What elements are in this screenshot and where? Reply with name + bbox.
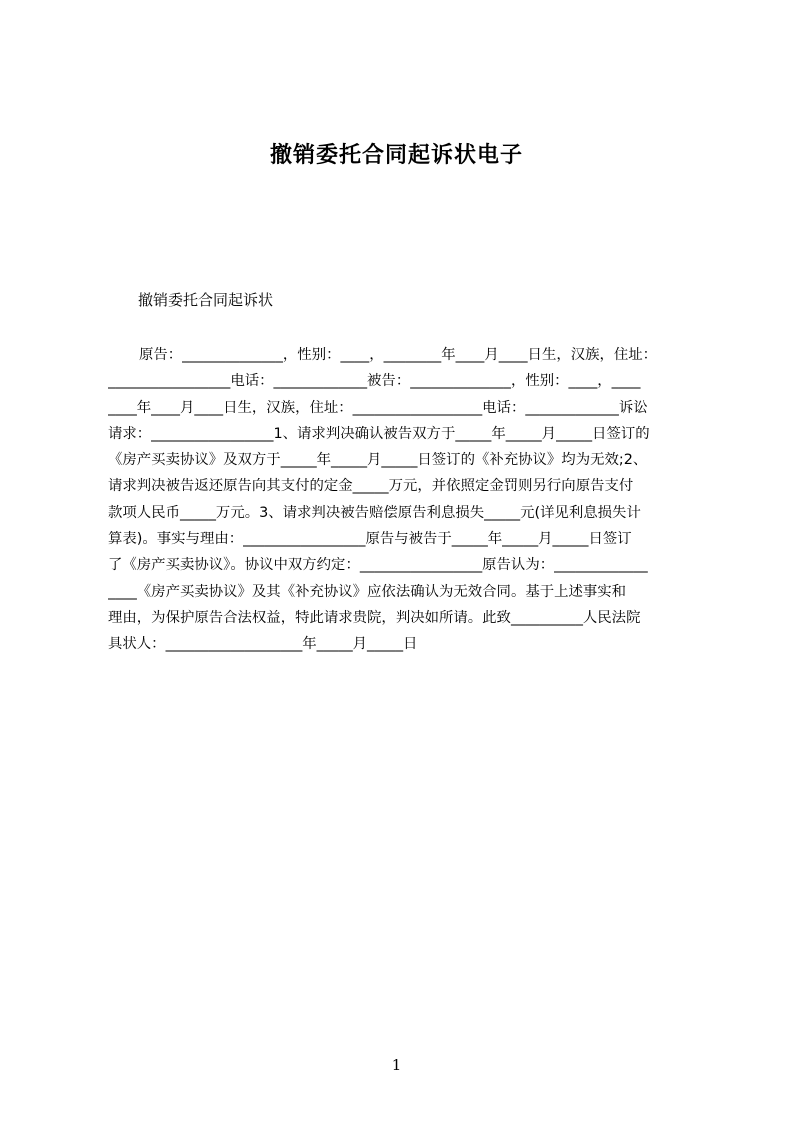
body-line: 理由，为保护原告合法权益，特此请求贵院，判决如所请。此致__________人民法院: [108, 609, 641, 626]
body-line: 原告：______________，性别：____，________年____月____日生，汉族，住址：: [139, 347, 658, 363]
document-subtitle: 撤销委托合同起诉状: [138, 291, 274, 309]
body-line: ____年____月____日生，汉族，住址：__________________电话：_____________诉讼: [108, 399, 648, 416]
page-number: 1: [391, 1056, 402, 1074]
body-line: _________________电话：_____________被告：______________，性别：____，____: [108, 373, 641, 390]
body-line: 算表)。事实与理由：_________________原告与被告于_____年_____月_____日签订: [108, 531, 632, 548]
body-line: 具状人：___________________年_____月_____日: [108, 636, 418, 653]
document-title: 撤销委托合同起诉状电子: [269, 143, 523, 168]
body-line: 款项人民币_____万元。3、请求判决被告赔偿原告利息损失_____元(详见利息损失计: [108, 504, 641, 521]
document-body: [108, 342, 708, 658]
body-line: 《房产买卖协议》及双方于_____年_____月_____日签订的《补充协议》均为无效;2、: [108, 452, 648, 469]
body-line: ____《房产买卖协议》及其《补充协议》应依法确认为无效合同。基于上述事实和: [108, 583, 627, 600]
body-line: 了《房产买卖协议》。协议中双方约定：_________________原告认为：_____________: [108, 557, 648, 574]
body-line: 请求：_________________1、请求判决确认被告双方于_____年_____月_____日签订的: [108, 425, 650, 442]
body-line: 请求判决被告返还原告向其支付的定金_____万元，并依照定金罚则另行向原告支付: [108, 478, 634, 495]
